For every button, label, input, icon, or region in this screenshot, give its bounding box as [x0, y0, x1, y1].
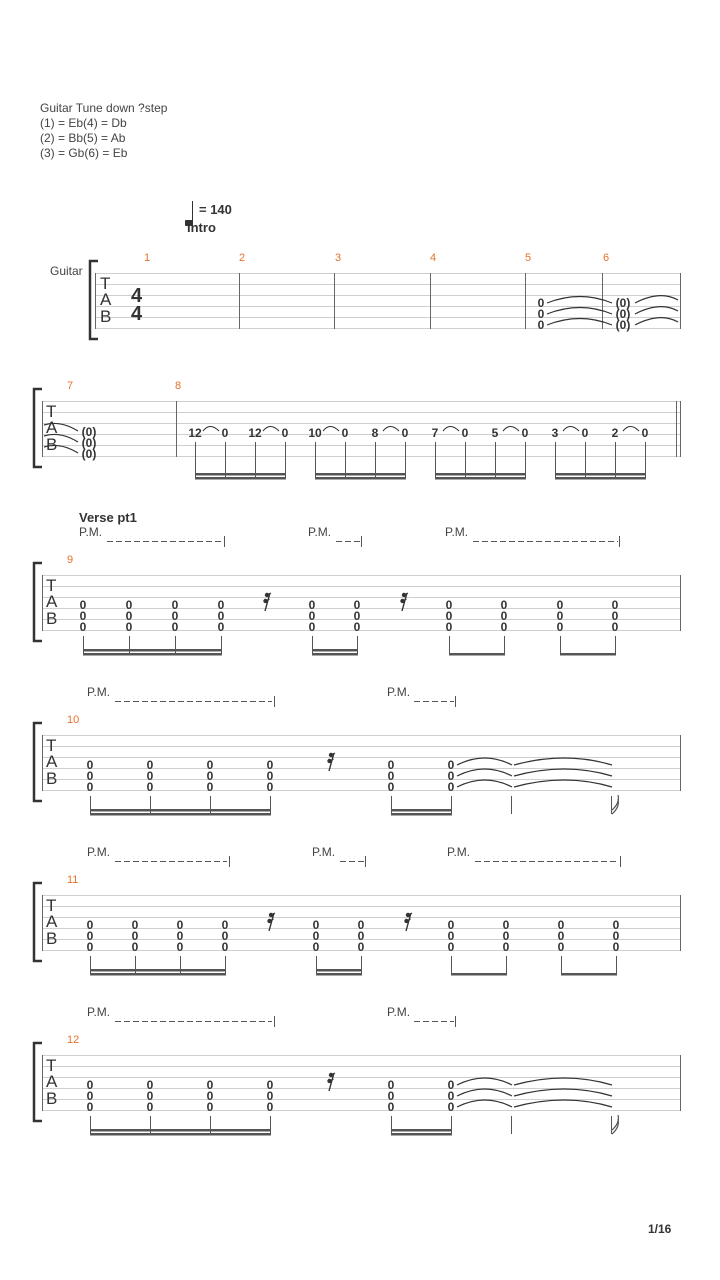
measure-number: 6: [603, 252, 610, 264]
fret-number: 0: [445, 609, 453, 623]
palm-mute-label: P.M.: [87, 845, 111, 859]
fret-number: 0: [312, 940, 320, 954]
tie-arc: [503, 427, 519, 432]
tab-clef-t: T: [46, 896, 57, 915]
fret-number: 0: [171, 598, 179, 612]
fret-number: 0: [387, 758, 395, 772]
tab-clef-a: A: [46, 1072, 58, 1091]
fret-number: 0: [612, 918, 620, 932]
tie-arc: [263, 427, 279, 432]
fret-number: 0: [176, 929, 184, 943]
fret-number: (0): [615, 296, 631, 310]
fret-number: 0: [445, 598, 453, 612]
fret-number: 0: [86, 918, 94, 932]
fret-number: 0: [146, 780, 154, 794]
palm-mute-label: P.M.: [387, 685, 411, 699]
fret-number: 0: [461, 426, 469, 440]
fret-number: 7: [431, 426, 439, 440]
fret-number: 0: [217, 598, 225, 612]
barlines: [96, 273, 681, 329]
measure-number: 1: [144, 252, 151, 264]
fret-number: 0: [221, 929, 229, 943]
fret-number: 0: [500, 620, 508, 634]
fret-number: 0: [266, 780, 274, 794]
fret-number: 0: [387, 1089, 395, 1103]
fret-number: 0: [447, 769, 455, 783]
tab-clef-a: A: [46, 912, 58, 931]
fret-number: 0: [447, 1089, 455, 1103]
fret-number: 0: [146, 1078, 154, 1092]
note-beam: [90, 813, 271, 816]
tab-clef-t: T: [100, 274, 111, 293]
tuning-title: Guitar Tune down ?step: [40, 101, 168, 115]
tie-arc: [457, 1078, 512, 1085]
fret-number: 2: [611, 426, 619, 440]
tie-arc: [457, 758, 512, 765]
fret-number: 0: [357, 929, 365, 943]
fret-number: 0: [557, 918, 565, 932]
fret-number: 0: [206, 758, 214, 772]
note-stems: [196, 442, 646, 478]
fret-number: (0): [615, 307, 631, 321]
fret-number: 0: [206, 769, 214, 783]
tie-arc: [383, 427, 399, 432]
fret-number: 0: [86, 1100, 94, 1114]
measure-number: 2: [239, 252, 246, 264]
fret-number: 0: [125, 598, 133, 612]
tab-clef-a: A: [100, 290, 112, 309]
palm-mute-label: P.M.: [87, 1005, 111, 1019]
fret-number: 0: [217, 609, 225, 623]
fret-number: 0: [612, 929, 620, 943]
tie-arc: [457, 769, 512, 776]
system-bracket: [34, 389, 42, 467]
measure-number: 9: [67, 554, 74, 566]
system-bracket: [34, 883, 42, 961]
fret-number: 0: [357, 918, 365, 932]
fret-number: 0: [537, 307, 545, 321]
note-beam: [391, 809, 452, 812]
fret-number: 0: [502, 929, 510, 943]
fret-number: 0: [611, 620, 619, 634]
palm-mute-label: P.M.: [312, 845, 336, 859]
fret-number: 0: [581, 426, 589, 440]
fret-number: 0: [447, 780, 455, 794]
fret-number: 0: [556, 609, 564, 623]
tab-staff: [95, 274, 681, 329]
fret-number: 0: [221, 426, 229, 440]
fret-number: 0: [79, 598, 87, 612]
tab-clef-b: B: [46, 769, 58, 788]
fret-number: 0: [641, 426, 649, 440]
note-beam: [391, 813, 452, 816]
tab-clef-t: T: [46, 1056, 57, 1075]
note-beam: [555, 473, 646, 476]
fret-number: 0: [312, 918, 320, 932]
fret-number: 0: [447, 758, 455, 772]
fret-number: 0: [266, 1089, 274, 1103]
note-beam: [316, 969, 362, 972]
tuning-line-2: (2) = Bb(5) = Ab: [40, 131, 126, 145]
fret-number: 10: [308, 426, 322, 440]
fret-number: 0: [387, 769, 395, 783]
page-number: 1/16: [648, 1222, 672, 1236]
tie-arc: [457, 780, 512, 787]
fret-number: 0: [221, 940, 229, 954]
note-beam: [316, 973, 362, 976]
fret-number: 0: [125, 620, 133, 634]
time-signature-bottom: 4: [131, 303, 143, 325]
fret-number: 0: [171, 620, 179, 634]
fret-number: 0: [266, 1100, 274, 1114]
tab-clef-t: T: [46, 402, 57, 421]
fret-number: 0: [266, 769, 274, 783]
fret-number: 0: [146, 1089, 154, 1103]
fret-number: 0: [556, 598, 564, 612]
fret-number: 0: [308, 609, 316, 623]
fret-number: (0): [81, 425, 97, 439]
fret-number: 0: [502, 918, 510, 932]
measure-number: 5: [525, 252, 532, 264]
tab-staff: [42, 1056, 681, 1111]
fret-number: 0: [387, 780, 395, 794]
tie-arc: [623, 427, 639, 432]
fret-number: 0: [353, 609, 361, 623]
fret-number: 0: [500, 609, 508, 623]
fret-number: 0: [176, 918, 184, 932]
tie-arc: [514, 780, 612, 787]
fret-number: 12: [188, 426, 202, 440]
fret-number: 8: [371, 426, 379, 440]
fret-number: 3: [551, 426, 559, 440]
fret-number: 0: [146, 758, 154, 772]
tie-arc: [457, 1089, 512, 1096]
tuning-line-1: (1) = Eb(4) = Db: [40, 116, 127, 130]
note-beam: [391, 1129, 452, 1132]
note-beam: [435, 473, 526, 476]
system-bracket: [90, 261, 98, 339]
fret-number: 0: [447, 940, 455, 954]
fret-number: 0: [447, 918, 455, 932]
measure-number: 12: [67, 1034, 80, 1046]
note-beams: [83, 649, 616, 656]
tempo-marking: = 140: [199, 202, 232, 217]
fret-number: 0: [357, 940, 365, 954]
fret-number: 0: [447, 929, 455, 943]
tab-clef-b: B: [46, 929, 58, 948]
note-beams: [195, 473, 646, 480]
fret-number: 0: [308, 598, 316, 612]
fret-number: 0: [176, 940, 184, 954]
palm-mute-label: P.M.: [87, 685, 111, 699]
fret-number: 0: [206, 1089, 214, 1103]
tie-arc: [203, 427, 219, 432]
tab-clef-b: B: [100, 307, 112, 326]
tab-clef-a: A: [46, 418, 58, 437]
measure-number: 8: [175, 380, 182, 392]
tab-staff: [42, 576, 681, 631]
note-beam: [312, 649, 358, 652]
fret-number: 0: [146, 769, 154, 783]
fret-number: 0: [353, 620, 361, 634]
fret-number: 0: [502, 940, 510, 954]
tie-arc: [563, 427, 579, 432]
fret-number: 0: [125, 609, 133, 623]
measure-number: 3: [335, 252, 342, 264]
fret-number: 12: [248, 426, 262, 440]
tie-arcs: [203, 427, 639, 432]
fret-number: 0: [611, 598, 619, 612]
note-beam: [555, 477, 646, 480]
fret-number: 0: [206, 1100, 214, 1114]
fret-number: 0: [86, 940, 94, 954]
fret-number: 0: [281, 426, 289, 440]
note-beam: [90, 973, 226, 976]
fret-number: 0: [86, 758, 94, 772]
note-beam: [90, 1129, 271, 1132]
note-beam: [315, 473, 406, 476]
note-beam: [90, 809, 271, 812]
fret-number: 0: [537, 318, 545, 332]
note-beam: [561, 973, 617, 976]
system-bracket: [34, 1043, 42, 1121]
fret-number: 0: [221, 918, 229, 932]
fret-number: 0: [445, 620, 453, 634]
fret-number: 0: [447, 1100, 455, 1114]
tab-staff: [42, 736, 681, 791]
fret-number: 0: [521, 426, 529, 440]
fret-number: 0: [557, 940, 565, 954]
fret-number: 0: [612, 940, 620, 954]
note-beam: [83, 649, 222, 652]
palm-mute-label: P.M.: [447, 845, 471, 859]
tie-arc: [323, 427, 339, 432]
measure-number: 11: [67, 874, 79, 886]
tab-clef-b: B: [46, 609, 58, 628]
fret-number: 0: [387, 1078, 395, 1092]
palm-mute-label: P.M.: [445, 525, 469, 539]
tab-clef-t: T: [46, 576, 57, 595]
section-verse: Verse pt1: [79, 510, 137, 525]
fret-number: 0: [86, 780, 94, 794]
tuning-line-3: (3) = Gb(6) = Eb: [40, 146, 128, 160]
note-beam: [435, 477, 526, 480]
section-intro: Intro: [187, 220, 216, 235]
palm-mute-label: P.M.: [308, 525, 332, 539]
fret-number: 0: [500, 598, 508, 612]
note-beams: [90, 969, 617, 976]
fret-number: 0: [537, 296, 545, 310]
fret-number: 0: [266, 758, 274, 772]
palm-mute-label: P.M.: [387, 1005, 411, 1019]
fret-number: 0: [79, 609, 87, 623]
tie-arc: [514, 758, 612, 765]
system-bracket: [34, 723, 42, 801]
tab-clef-t: T: [46, 736, 57, 755]
fret-number: 0: [387, 1100, 395, 1114]
fret-number: (0): [81, 447, 97, 461]
fret-number: 0: [86, 1078, 94, 1092]
fret-number: 0: [206, 780, 214, 794]
measure-number: 7: [67, 380, 74, 392]
tie-arc: [514, 1089, 612, 1096]
tie-arcs: [457, 1078, 612, 1107]
note-beam: [312, 653, 358, 656]
note-beam: [195, 477, 286, 480]
note-beam: [451, 973, 507, 976]
fret-number: 0: [353, 598, 361, 612]
fret-number: 0: [266, 1078, 274, 1092]
fret-number: (0): [615, 318, 631, 332]
tab-clef-b: B: [46, 435, 58, 454]
fret-number: 0: [556, 620, 564, 634]
time-signature-top: 4: [131, 285, 143, 307]
note-beam: [315, 477, 406, 480]
fret-number: 0: [611, 609, 619, 623]
note-beam: [90, 969, 226, 972]
tie-arc: [514, 1100, 612, 1107]
note-beam: [90, 1133, 271, 1136]
fret-number: 5: [491, 426, 499, 440]
fret-number: 0: [308, 620, 316, 634]
note-beam: [449, 653, 505, 656]
tab-clef-a: A: [46, 752, 58, 771]
note-beam: [83, 653, 222, 656]
fret-number: 0: [341, 426, 349, 440]
instrument-name: Guitar: [50, 264, 83, 278]
tab-clef-a: A: [46, 592, 58, 611]
measure-number: 4: [430, 252, 437, 264]
note-beam: [195, 473, 286, 476]
note-beam: [391, 1133, 452, 1136]
fret-number: 0: [312, 929, 320, 943]
fret-number: 0: [131, 929, 139, 943]
fret-number: 0: [171, 609, 179, 623]
fret-number: 0: [401, 426, 409, 440]
fret-number: 0: [86, 1089, 94, 1103]
fret-number: 0: [557, 929, 565, 943]
fret-number: (0): [81, 436, 97, 450]
tie-arc: [514, 1078, 612, 1085]
fret-number: 0: [86, 929, 94, 943]
tie-arcs: [547, 296, 678, 325]
fret-number: 0: [131, 940, 139, 954]
note-beam: [560, 653, 616, 656]
fret-number: 0: [447, 1078, 455, 1092]
measure-number: 10: [67, 714, 80, 726]
fret-number: 0: [217, 620, 225, 634]
system-bracket: [34, 563, 42, 641]
tie-arc: [443, 427, 459, 432]
tie-arcs: [457, 758, 612, 787]
tab-clef-b: B: [46, 1089, 58, 1108]
fret-number: 0: [79, 620, 87, 634]
fret-number: 0: [131, 918, 139, 932]
palm-mute-label: P.M.: [79, 525, 103, 539]
fret-number: 0: [86, 769, 94, 783]
tie-arc: [457, 1100, 512, 1107]
fret-number: 0: [206, 1078, 214, 1092]
tie-arc: [514, 769, 612, 776]
fret-number: 0: [146, 1100, 154, 1114]
